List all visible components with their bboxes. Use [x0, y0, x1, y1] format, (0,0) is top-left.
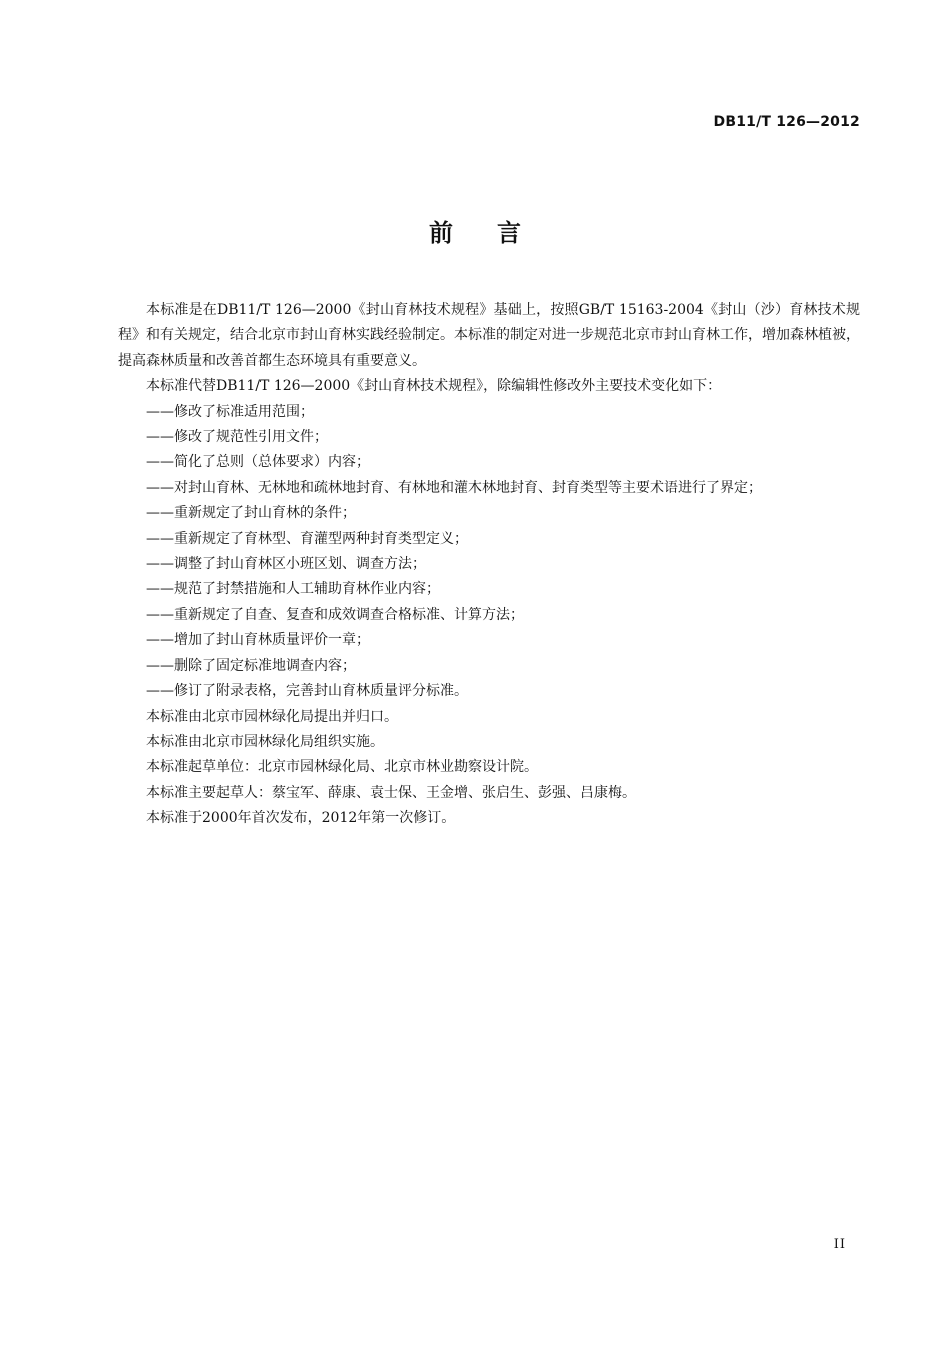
change-item: ——修订了附录表格，完善封山育林质量评分标准。: [146, 683, 468, 700]
change-item: ——增加了封山育林质量评价一章；: [146, 632, 370, 649]
document-code: DB11/T 126—2012: [713, 114, 860, 130]
proposer-statement: 本标准由北京市园林绿化局提出并归口。: [146, 708, 398, 725]
change-item: ——简化了总则（总体要求）内容；: [146, 454, 370, 471]
change-item: ——重新规定了自查、复查和成效调查合格标准、计算方法；: [146, 606, 524, 623]
change-item: ——重新规定了育林型、育灌型两种封育类型定义；: [146, 530, 468, 547]
change-item: ——调整了封山育林区小班区划、调查方法；: [146, 556, 426, 573]
change-item: ——对封山育林、无林地和疏林地封育、有林地和灌木林地封育、封育类型等主要术语进行了界定；: [146, 479, 762, 496]
change-item: ——规范了封禁措施和人工辅助育林作业内容；: [146, 581, 440, 598]
implementer-statement: 本标准由北京市园林绿化局组织实施。: [146, 733, 384, 750]
history-statement: 本标准于2000年首次发布，2012年第一次修订。: [146, 810, 456, 827]
change-item: ——修改了标准适用范围；: [146, 403, 314, 420]
page-title: 前言: [429, 219, 565, 247]
replacement-paragraph: 本标准代替DB11/T 126—2000《封山育林技术规程》，除编辑性修改外主要技术变化如下：: [146, 378, 722, 395]
drafters-statement: 本标准主要起草人：蔡宝军、薛康、袁士保、王金增、张启生、彭强、吕康梅。: [146, 784, 636, 801]
drafting-unit-statement: 本标准起草单位：北京市园林绿化局、北京市林业勘察设计院。: [146, 759, 538, 776]
change-item: ——重新规定了封山育林的条件；: [146, 505, 356, 522]
page-number: II: [833, 1237, 846, 1252]
change-item: ——修改了规范性引用文件；: [146, 429, 328, 446]
intro-paragraph: 本标准是在DB11/T 126—2000《封山育林技术规程》基础上，按照GB/T 15163-2004《封山（沙）育林技术规程》和有关规定，结合北京市封山育林实践经验制定。本标准的制定对进一步规范北京市封山育林工作，增加森林植被，提高森林质量和改善首都生态环境具有重要意义。: [118, 302, 860, 369]
change-item: ——删除了固定标准地调查内容；: [146, 657, 356, 674]
foreword-body: [118, 298, 860, 832]
